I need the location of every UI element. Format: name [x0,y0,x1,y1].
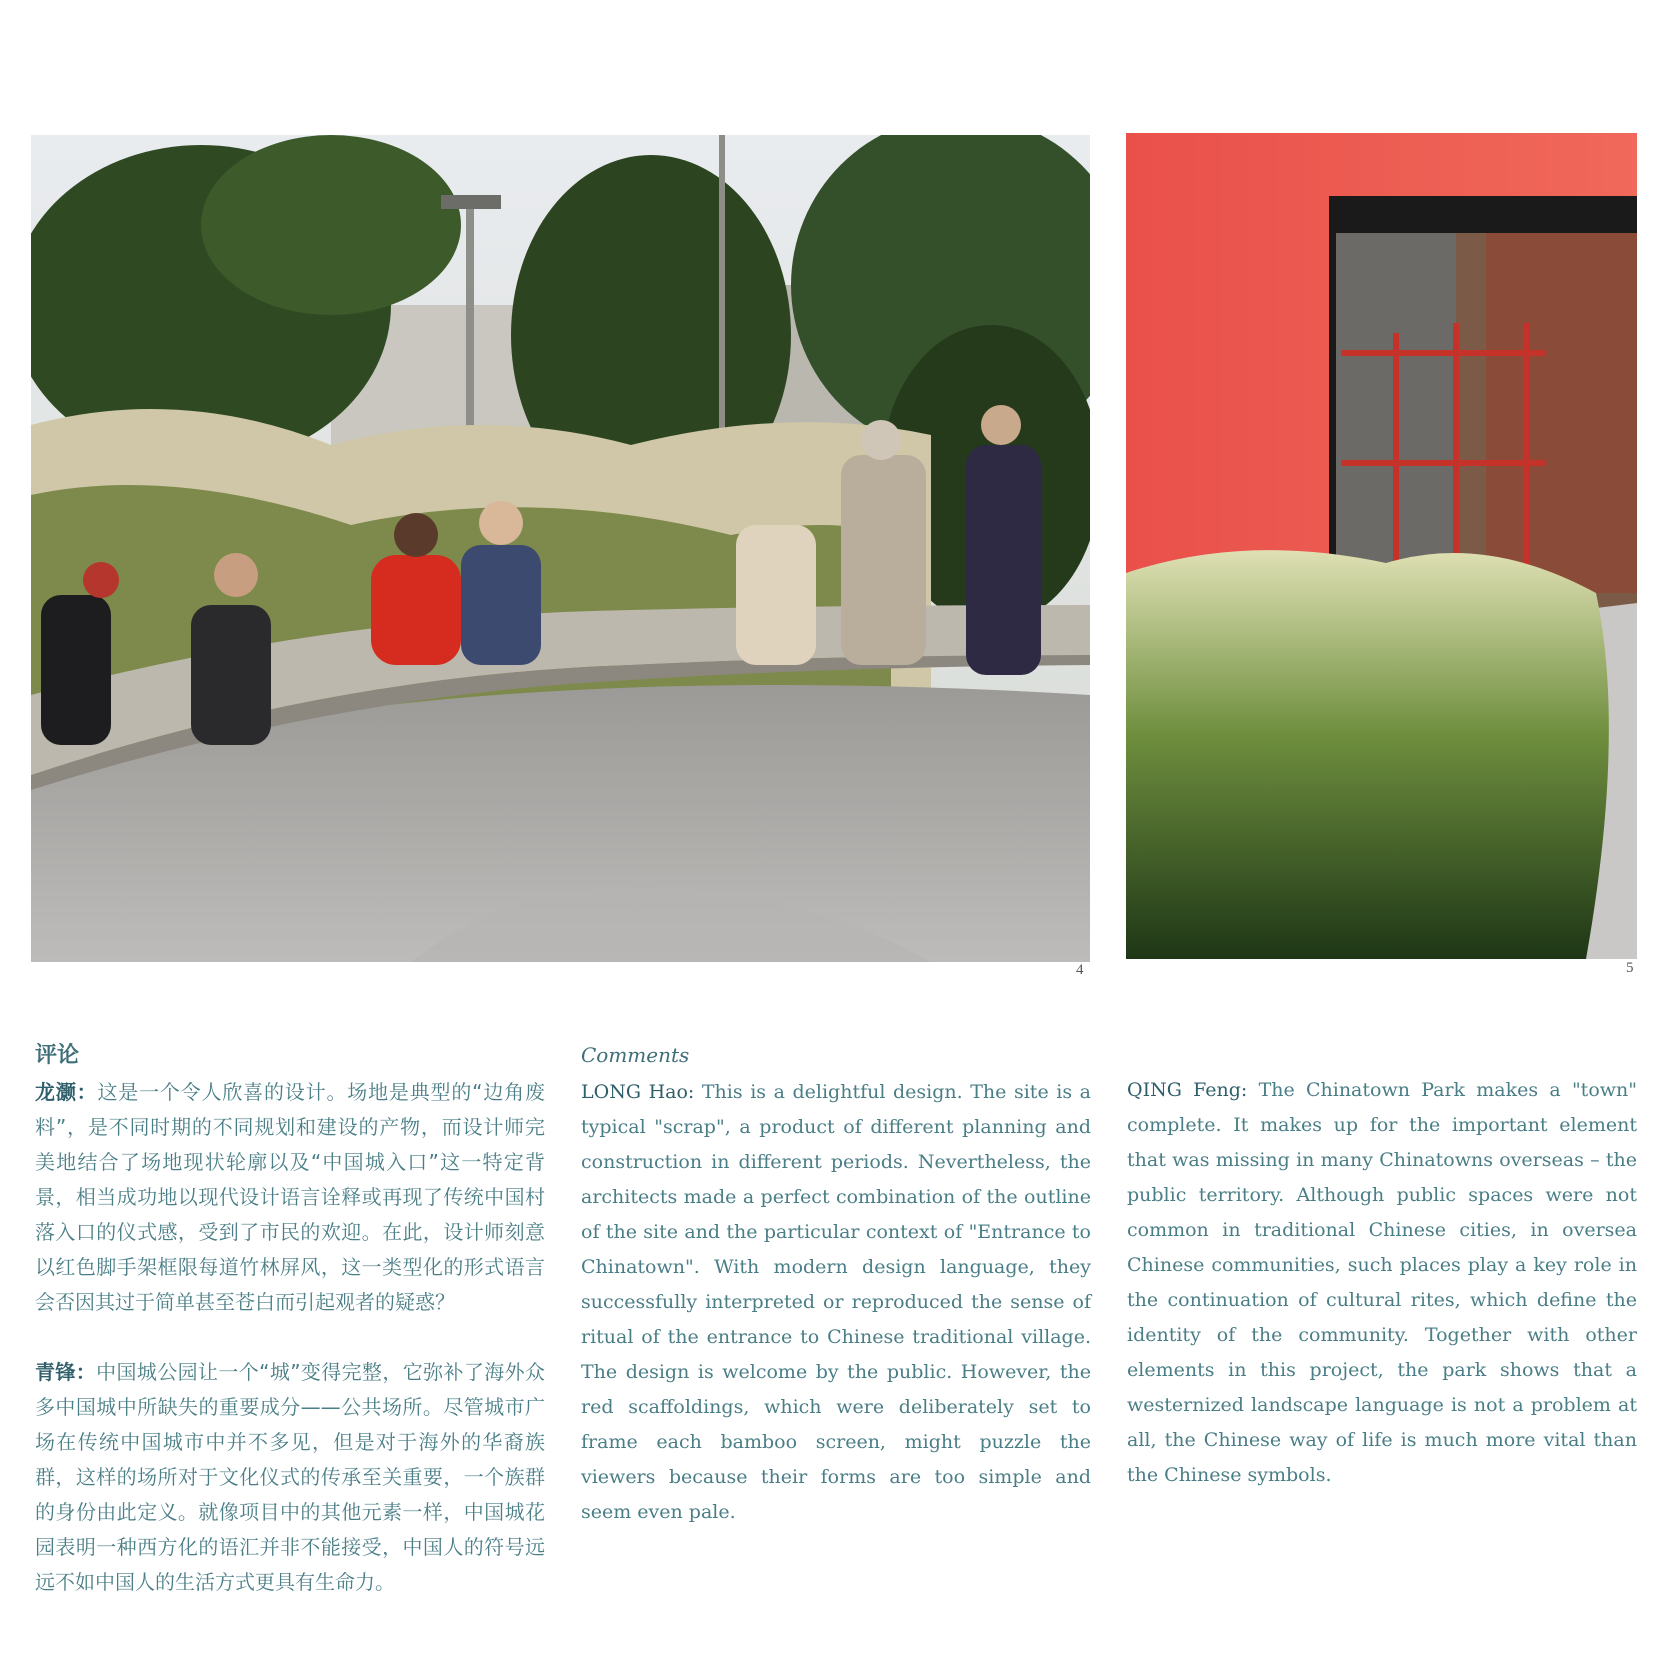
comment-paragraph-cn-1 [35,1075,545,1320]
comments-heading-chinese: 评论 [35,1043,80,1068]
photo-red-frame-illustration [1126,133,1637,959]
comment-text: This is a delightful design. The site is a typical "scrap", a product of different planning and construction in different periods. Nevertheless, the architects made a perfect combination of the outline of the site and the particular context of "Entrance to Chinatown". With modern design language, they successfully interpreted or reproduced the sense of ritual of the entrance to Chinese traditional village. The design is welcome by the public. However, the red scaffoldings, which were deliberately set to frame each bamboo screen, might puzzle the viewers because their forms are too simple and seem even pale. [581,1081,1091,1523]
speaker-name: 龙灏： [35,1080,98,1104]
comments-column-english-2 [1127,1073,1637,1493]
comment-paragraph-en-2 [1127,1073,1637,1493]
comments-column-english-1 [581,1038,1091,1530]
photo-red-frame [1126,133,1637,959]
comment-paragraph-en-1 [581,1075,1091,1530]
speaker-name: QING Feng: [1127,1079,1248,1101]
figure-number-5: 5 [1626,960,1634,976]
comments-heading-english: Comments [581,1043,690,1067]
comment-paragraph-cn-2 [35,1355,545,1600]
photo-park-bench [31,135,1090,962]
speaker-name: 青锋： [35,1360,97,1384]
figure-number-4: 4 [1076,962,1084,978]
comment-text: The Chinatown Park makes a "town" complete. It makes up for the important element that was missing in many Chinatowns overseas – the public territory. Although public spaces were not common in traditional Chinese cities, in oversea Chinese communities, such places play a key role in the continuation of cultural rites, which define the identity of the community. Together with other elements in this project, the park shows that a westernized landscape language is not a problem at all, the Chinese way of life is much more vital than the Chinese symbols. [1127,1079,1638,1486]
photo-park-bench-illustration [31,135,1090,962]
comment-text: 这是一个令人欣喜的设计。场地是典型的“边角废料”，是不同时期的不同规划和建设的产物，而设计师完美地结合了场地现状轮廓以及“中国城入口”这一特定背景，相当成功地以现代设计语言诠释或再现了传统中国村落入口的仪式感，受到了市民的欢迎。在此，设计师刻意以红色脚手架框限每道竹林屏风，这一类型化的形式语言会否因其过于简单甚至苍白而引起观者的疑惑？ [35,1080,545,1314]
comment-text: 中国城公园让一个“城”变得完整，它弥补了海外众多中国城中所缺失的重要成分——公共场所。尽管城市广场在传统中国城市中并不多见，但是对于海外的华裔族群，这样的场所对于文化仪式的传承至关重要，一个族群的身份由此定义。就像项目中的其他元素一样，中国城花园表明一种西方化的语汇并非不能接受，中国人的符号远远不如中国人的生活方式更具有生命力。 [35,1360,546,1594]
speaker-name: LONG Hao: [581,1081,695,1103]
comments-column-chinese [35,1038,545,1600]
